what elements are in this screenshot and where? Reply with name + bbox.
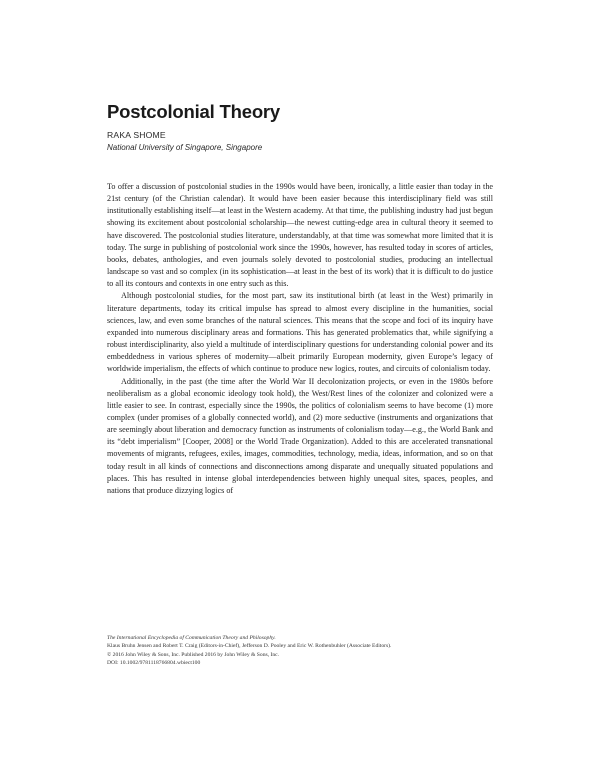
footer-copyright: © 2016 John Wiley & Sons, Inc. Published 2016 by John Wiley & Sons, Inc. (107, 651, 280, 658)
footer-journal: The International Encyclopedia of Communication Theory and Philosophy. (107, 635, 276, 641)
body-paragraph: To offer a discussion of postcolonial studies in the 1990s would have been, ironically, a little easier than today in the 21st century (of the Christian calendar). It would have been easier because this interdisciplinary field was still institutionally establishing itself—at least in the Western academy. At that time, the publishing industry had just begun showing its excitement about postcolonial scholarship—the newest cutting-edge area in cultural theory it seemed to have discovered. The postcolonial studies literature, understandably, at that time was somewhat more limited that it is today. The surge in publishing of postcolonial work since the 1990s, however, has resulted today in scores of articles, books, debates, anthologies, and even journals solely devoted to postcolonial studies, producing an intellectual landscape so vast and so complex (in its sophistication—at least in the best of its work) that it is difficult to do justice to all its contours and contexts in one entry such as this. (107, 182, 493, 289)
body-paragraph: Additionally, in the past (the time after the World War II decolonization projects, or even in the 1980s before neoliberalism as a global economic ideology took hold), the West/Rest lines of the colonizer and colonized were a little easier to see. In contrast, especially since the 1990s, the politics of colonialism seems to have become (1) more complex (under promises of a globally connected world), and (2) more seductive (instruments and organizations that are seemingly about liberation and democracy function as instruments of colonialism today—e.g., the World Bank and its “debt imperialism” [Cooper, 2008] or the World Trade Organization). Added to this are accelerated transnational movements of migrants, refugees, exiles, images, commodities, technology, media, ideas, information, and so on that today result in all kinds of connections and disconnections among disparate and unequally situated populations and places. This has resulted in intense global interdependencies between highly unequal sites, spaces, peoples, and nations that produce dizzying logics of (107, 376, 493, 495)
author-name: RAKA SHOME (107, 130, 166, 140)
footer-doi: DOI: 10.1002/9781118766804.wbiect100 (107, 659, 201, 666)
citation-footer (107, 634, 507, 667)
article-body (107, 181, 493, 497)
body-paragraph: Although postcolonial studies, for the most part, saw its institutional birth (at least in the West) primarily in literature departments, today its critical impulse has spread to almost every discipline in the humanities, social sciences, law, and even some branches of the natural sciences. This means that the scope and foci of its inquiry have expanded into numerous disciplinary areas and formations. This has generated problematics that, while signifying a robust interdisciplinarity, also yield a multitude of interdisciplinary questions for understanding colonial power and its embeddedness in various spheres of modernity—albeit primarily European modernity, given Europe’s legacy of worldwide imperialism, the effects of which continue to produce new logics, routes, and circuits of colonialism today. (107, 291, 493, 374)
footer-editors: Klaus Bruhn Jensen and Robert T. Craig (Editors-in-Chief), Jefferson D. Pooley and Eric W. Rothenbuhler (Associate Editors). (107, 643, 392, 650)
author-affiliation: National University of Singapore, Singapore (107, 143, 263, 152)
article-title: Postcolonial Theory (107, 101, 281, 122)
